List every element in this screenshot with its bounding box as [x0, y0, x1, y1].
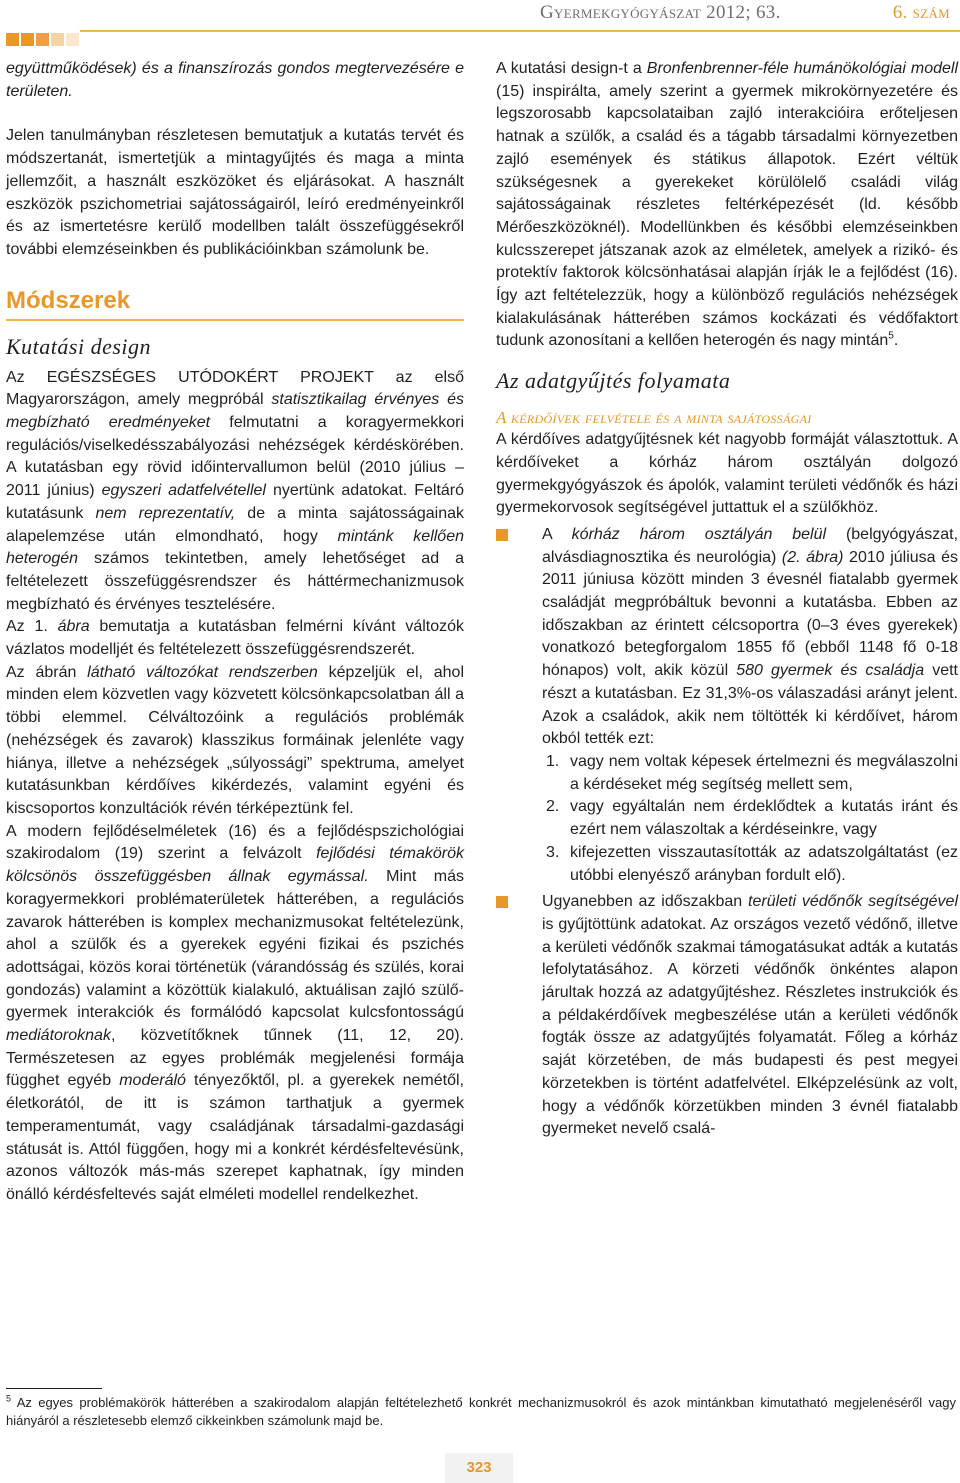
footnote-text: Az egyes problémakörök hátterében a szakirodalom alapján feltételezhető konkrét mechanizmusokról és azok mintánkban kimutatható megjelenéséről vagy hiányáról a részletesebb elemző cikkeinkben számolunk majd be.	[6, 1395, 956, 1428]
square-icon	[51, 33, 64, 46]
issue-number: 6. szám	[892, 2, 950, 23]
square-icon	[6, 33, 19, 46]
square-icon	[66, 33, 79, 46]
journal-title: Gyermekgyógyászat 2012; 63.	[540, 2, 781, 23]
decorative-squares-icon	[6, 33, 79, 46]
footnote-rule	[6, 1388, 102, 1389]
bullet-hospital: A kórház három osztályán belül (belgyógyászat, alvásdiagnosztika és neurológia) (2. ábra) 2010 júliusa és 2011 júniusa között minden 3 évesnél fiatalabb gyermek családját megpróbáltuk bevonni a kutatásba. Ebben az időszakban az érintett célcsoportra (0–3 éves gyerekek) vonatkozó betegforgalom 1855 fő (ebből 1148 fő 0-18 hónapos) volt, akik közül 580 gyermek és családja vett részt a kutatásban. Ez 31,3%-os válaszadási arányt jelent. Azok a családok, akik nem töltötték ki kérdőívet, három okból tették ezt:	[496, 524, 958, 751]
variables-paragraph: Az ábrán látható változókat rendszerben képzeljük el, ahol minden elem közvetlen vagy közvetett kölcsönkapcsolatban áll a többi elemmel. Célváltozóink a regulációs problémák (nehézségek és zavarok) klasszikus formáinak jelenléte vagy hiánya, illetve a nehézségek „súlyossági” spektruma, amelyet kutatásunkban kérdőíves kikérdezés, valamint egyéni és kiscsoportos konzultációk révén térképeztünk fel.	[6, 663, 464, 817]
square-icon	[21, 33, 34, 46]
page-header	[0, 0, 960, 56]
running-head	[540, 2, 950, 24]
bullet-square-icon	[496, 896, 508, 908]
reasons-list	[496, 751, 958, 887]
bullet-health-visitors: Ugyanebben az időszakban területi védőnők segítségével is gyűjtöttünk adatokat. Az országos vezető védőnő, illetve a kerületi védőnők szakmai támogatásukat adták a kutatás lefolytatásához. A körzeti védőnők önkéntes alapon járultak hozzá az adatgyűjtéshez. Részletes instrukciók és a példakérdőívek megbeszélése után a kerületi védőnők fogták össze az adatgyűjtés folyamatát. Főleg a kórház saját körzetében, de más budapesti és pest megyei körzetekben is történt adatfelvétel. Elképzelésünk az volt, hogy a védőnők körzetükben minden 3 évnél fiatalabb gyermeket nevelő csalá-	[496, 891, 958, 1141]
list-item: 1. vagy nem voltak képesek értelmezni és megválaszolni a kérdéseket még segítség mellett sem,	[546, 752, 958, 793]
collection-paragraph: A kérdőíves adatgyűjtésnek két nagyobb formáját választottuk. A kérdőíveket a kórház három osztályán dolgozó gyermekgyógyászok és ápolók, valamint területi védőnők és házi gyermekorvosok segítségével juttattuk el a szülőkhöz.	[496, 431, 958, 517]
scope-paragraph: Jelen tanulmányban részletesen bemutatjuk a kutatás tervét és módszertanát, ismertetjük a mintagyűjtés és maga a minta jellemzőit, a használt eszközöket és eljárásokat. A használt eszközök pszichometriai sajátosságairól, leíró eredményeinkről és az ismertetésre kerülő modellben talált összefüggésekről további elemzéseinkben és publikációinkban számolunk be.	[6, 127, 464, 258]
page-number: 323	[445, 1453, 513, 1483]
footnote-ref: 5	[888, 331, 894, 343]
right-column	[496, 58, 958, 1141]
square-icon	[36, 33, 49, 46]
list-item: 2. vagy egyáltalán nem érdeklődtek a kutatás iránt és ezért nem válaszoltak a kérdéseinkre, vagy	[546, 798, 958, 839]
subheading-research-design: Kutatási design	[6, 333, 152, 359]
intro-italic-text: együttműködések) és a finanszírozás gondos megtervezésére e területen.	[6, 60, 464, 100]
header-rule	[80, 30, 960, 32]
bullet-square-icon	[496, 529, 508, 541]
theory-paragraph: A modern fejlődéselméletek (16) és a fejlődéspszichológiai szakirodalom (19) szerint a felvázolt fejlődési témakörök kölcsönös összefüggésben állnak egymással. Mint más koragyermekkori problématerületek hátterében, a regulációs zavarok hátterében is komplex mechanizmusokat feltételezünk, ahol a szülők és a gyerekek egyéni fizikai és pszichés adottságai, közös korai történetük (várandósság és szülés, korai gondozás) valamint a közöttük kialakuló, aktuálisan zajló szülő-gyermek interakciók és formálódó kapcsolat kulcsfontosságú mediátoroknak, közvetítőknek tűnnek (11, 12, 20). Természetesen az egyes problémák megjelenési formája függhet egyéb moderáló tényezőktől, pl. a gyerekek nemétől, életkorától, de itt is számon tarthatjuk a gyermek temperamentumát, vagy családjának társadalmi-gazdasági státusát is. Attól függően, hogy mi a konkrét kérdésfeltevésünk, azonos változók más-más szerepet kaphatnak, így minden önálló kérdésfeltevés saját elméleti modellel rendelkezhet.	[6, 822, 465, 1203]
design-paragraph: Az EGÉSZSÉGES UTÓDOKÉRT PROJEKT az első Magyarországon, amely megpróbál statisztikailag érvényes és megbízható eredményeket felmutatni a koragyermekkori regulációs/viselkedésszabályozási nehézségek kérdéskörében. A kutatásban egy rövid időintervallumon belül (2010 július – 2011 június) egyszeri adatfelvétellel nyertünk adatokat. Feltáró kutatásunk nem reprezentatív, de a minta sajátosságainak alapelemzése után elmondható, hogy mintánk kellően heterogén számos tekintetben, amely lehetőséget ad a feltételezett összefüggésrendszer és háttérmechanizmusok megbízható és érvényes tesztelésére.	[6, 368, 465, 613]
footnote	[6, 1394, 956, 1430]
subheading-data-collection: Az adatgyűjtés folyamata	[496, 368, 731, 394]
list-item: 3. kifejezetten visszautasították az adatszolgáltatást (ez utóbbi elenyésző arányban fordult elő).	[546, 843, 958, 884]
section-heading-methods: Módszerek	[6, 285, 464, 321]
subsubheading-questionnaires: A kérdőívek felvétele és a minta sajátosságai	[496, 408, 812, 428]
intro-paragraph	[6, 58, 464, 103]
left-column	[6, 58, 464, 1207]
model-paragraph: A kutatási design-t a Bronfenbrenner-féle humánökológiai modell (15) inspirálta, amely szerint a gyermek mikrokörnyezetére és legszorosabb kapcsolataiban zajló interakcióira erőteljesen hatnak a szülők, a család és a tágabb társadalmi környezetben zajló események és státikus állapotok. Ezért véltük szükségesnek a gyerekeket körülölelő családi világ sajátosságainak részletes feltérképezését (ld. később Mérőeszközöknél). Modellünkben és későbbi elemzéseinkben kulcsszerepet játszanak azok az elméletek, amelyek a rizikó- és protektív faktorok kölcsönhatásai alapján írják le a fejlődést (16). Így azt feltételezzük, hogy a különböző regulációs nehézségek kialakulásának hátterében számos kockázati és védőfaktort tudunk azonosítani a kellően heterogén és nagy mintán$^5$.	[496, 60, 959, 350]
footnote-number: 5	[6, 1393, 12, 1404]
figure-reference-paragraph: Az 1. ábra bemutatja a kutatásban felmérni kívánt változók vázlatos modelljét és feltételezett összefüggésrendszerét.	[6, 618, 465, 659]
